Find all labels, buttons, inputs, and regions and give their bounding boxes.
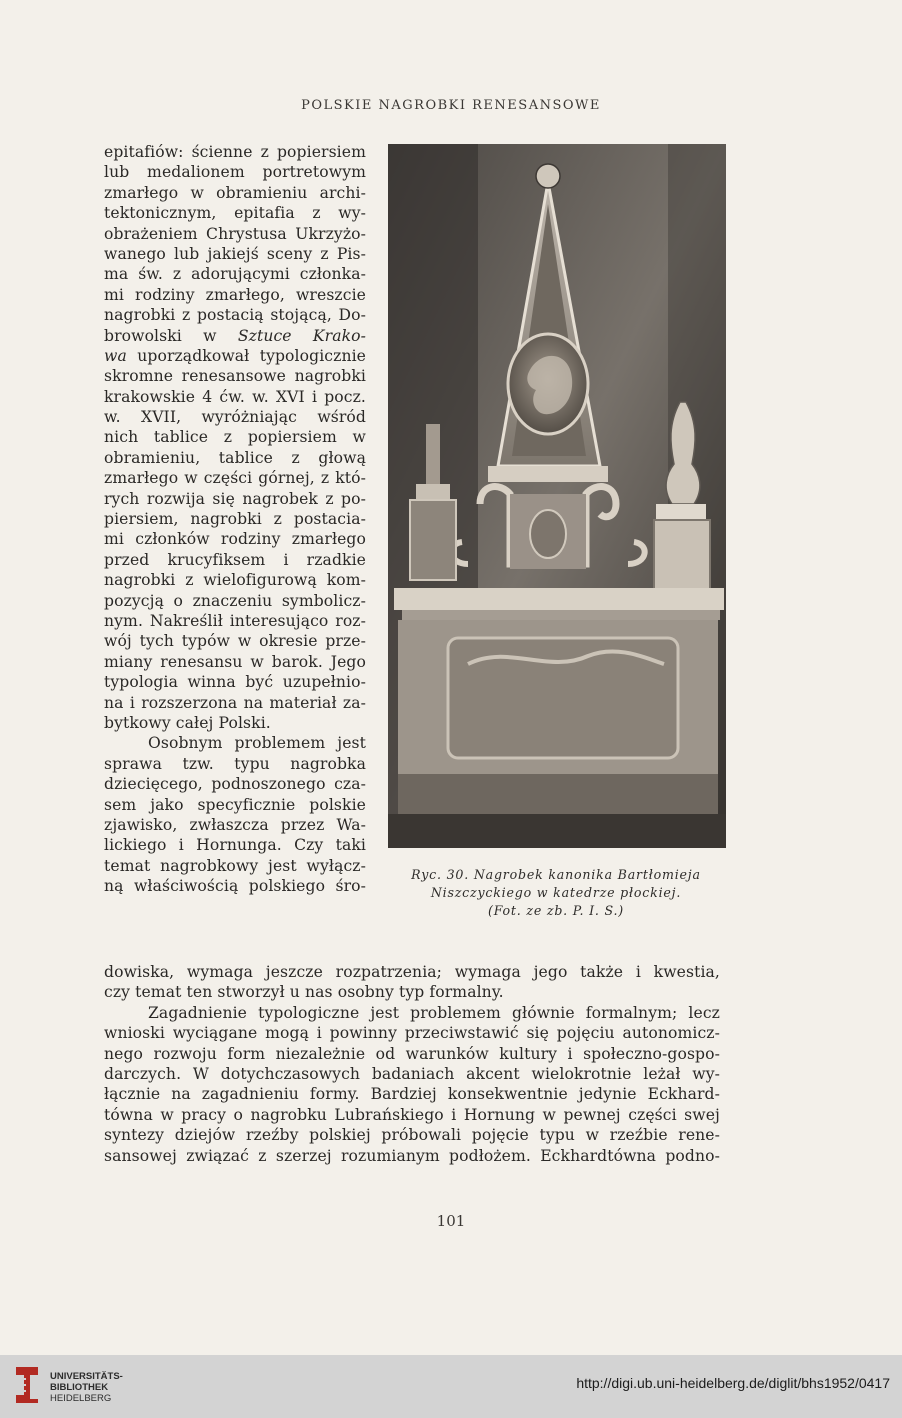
text-line: na i rozszerzona na materiał za- xyxy=(104,693,366,712)
caption-line: (Fot. ze zb. P. I. S.) xyxy=(487,903,624,918)
text-line: obrażeniem Chrystusa Ukrzyżo- xyxy=(104,224,366,243)
text-line: rych rozwija się nagrobek z po- xyxy=(104,489,366,508)
tombstone-photograph xyxy=(388,144,726,848)
text-line: skromne renesansowe nagrobki xyxy=(104,367,366,386)
text-line: wnioski wyciągane mogą i powinny przeciwstawić się pojęciu autonomicz- xyxy=(104,1024,720,1043)
text-line: nich tablice z popiersiem w xyxy=(104,428,366,447)
text-line: bytkowy całej Polski. xyxy=(104,713,271,732)
text-line: pozycją o znaczeniu symbolicz- xyxy=(104,591,366,610)
library-footer xyxy=(0,1355,902,1418)
text-line: Zagadnienie typologiczne jest problemem głównie formalnym; lecz xyxy=(148,1003,720,1022)
logo-line: HEIDELBERG xyxy=(50,1393,112,1404)
text-line: zjawisko, zwłaszcza przez Wa- xyxy=(104,815,366,834)
text-line: przed krucyfiksem i rzadkie xyxy=(104,550,366,569)
page-number: 101 xyxy=(436,1212,466,1230)
text-line: lub medalionem portretowym xyxy=(104,163,366,182)
text-line: ną właściwością polskiego śro- xyxy=(104,877,366,896)
text-line: zmarłego w obramieniu archi- xyxy=(104,183,366,202)
text-line: typologia winna być uzupełnio- xyxy=(104,673,366,692)
text-line: miany renesansu w barok. Jego xyxy=(104,652,366,671)
logo-line: UNIVERSITÄTS- xyxy=(50,1371,123,1382)
text-line: nym. Nakreślił interesująco roz- xyxy=(104,611,366,630)
library-logo-text[interactable] xyxy=(50,1371,123,1404)
text-line: temat nagrobkowy jest wyłącz- xyxy=(104,856,366,875)
text-line: czy temat ten stworzył u nas osobny typ formalny. xyxy=(104,983,504,1002)
text-line: lickiego i Hornunga. Czy taki xyxy=(104,836,366,855)
text-line: dowiska, wymaga jeszcze rozpatrzenia; wymaga jego także i kwestia, xyxy=(104,963,720,981)
text-line: sansowej związać z szerzej rozumianym podłożem. Eckhardtówna podno- xyxy=(104,1146,720,1165)
text-line: tektonicznym, epitafia z wy- xyxy=(104,204,366,223)
text-line: nego rozwoju form niezależnie od warunków kultury i społeczno-gospo- xyxy=(104,1044,720,1063)
logo-line: BIBLIOTHEK xyxy=(50,1382,109,1393)
caption-line: Niszczyckiego w katedrze płockiej. xyxy=(430,885,682,900)
permalink-url[interactable]: http://digi.ub.uni-heidelberg.de/diglit/bhs1952/0417 xyxy=(576,1375,890,1391)
text-line: piersiem, nagrobki z postacia- xyxy=(104,510,366,529)
text-line: w. XVII, wyróżniając wśród xyxy=(104,408,366,427)
text-line: wanego lub jakiejś sceny z Pis- xyxy=(104,244,366,263)
figure-caption xyxy=(376,866,736,920)
text-line: wój tych typów w okresie prze- xyxy=(104,632,366,651)
text-line: łącznie na zagadnieniu formy. Bardziej konsekwentnie jedynie Eckhard- xyxy=(104,1085,720,1104)
text-line: wa uporządkował typologicznie xyxy=(104,346,366,365)
text-line: zmarłego w części górnej, z któ- xyxy=(104,469,366,488)
tombstone-illustration xyxy=(388,144,726,848)
library-logo-icon[interactable] xyxy=(12,1365,42,1405)
caption-line: Ryc. 30. Nagrobek kanonika Bartłomieja xyxy=(411,867,701,882)
running-head: POLSKIE NAGROBKI RENESANSOWE xyxy=(301,98,601,113)
left-column-text xyxy=(104,142,366,896)
text-line: krakowskie 4 ćw. w. XVI i pocz. xyxy=(104,387,366,406)
text-line: mi rodziny zmarłego, wreszcie xyxy=(104,285,366,304)
text-line: epitafiów: ścienne z popiersiem xyxy=(104,143,366,161)
text-line: ma św. z adorującymi członka- xyxy=(104,265,366,284)
text-line: dziecięcego, podnoszonego cza- xyxy=(104,775,366,794)
text-line: browolski w Sztuce Krako- xyxy=(104,326,366,345)
text-line: darczych. W dotychczasowych badaniach akcent wielokrotnie leżał wy- xyxy=(104,1064,720,1083)
full-width-text xyxy=(104,962,720,1166)
text-line: sprawa tzw. typu nagrobka xyxy=(104,754,366,773)
text-line: tówna w pracy o nagrobku Lubrańskiego i Hornung w pewnej części swej xyxy=(104,1105,720,1124)
text-line: mi członków rodziny zmarłego xyxy=(104,530,366,549)
text-line: syntezy dziejów rzeźby polskiej próbowali pojęcie typu w rzeźbie rene- xyxy=(104,1126,720,1145)
text-line: obramieniu, tablice z głową xyxy=(104,448,366,467)
text-line: Osobnym problemem jest xyxy=(148,734,366,753)
text-line: sem jako specyficznie polskie xyxy=(104,795,366,814)
text-line: nagrobki z wielofigurową kom- xyxy=(104,571,366,590)
text-line: nagrobki z postacią stojącą, Do- xyxy=(104,306,366,325)
